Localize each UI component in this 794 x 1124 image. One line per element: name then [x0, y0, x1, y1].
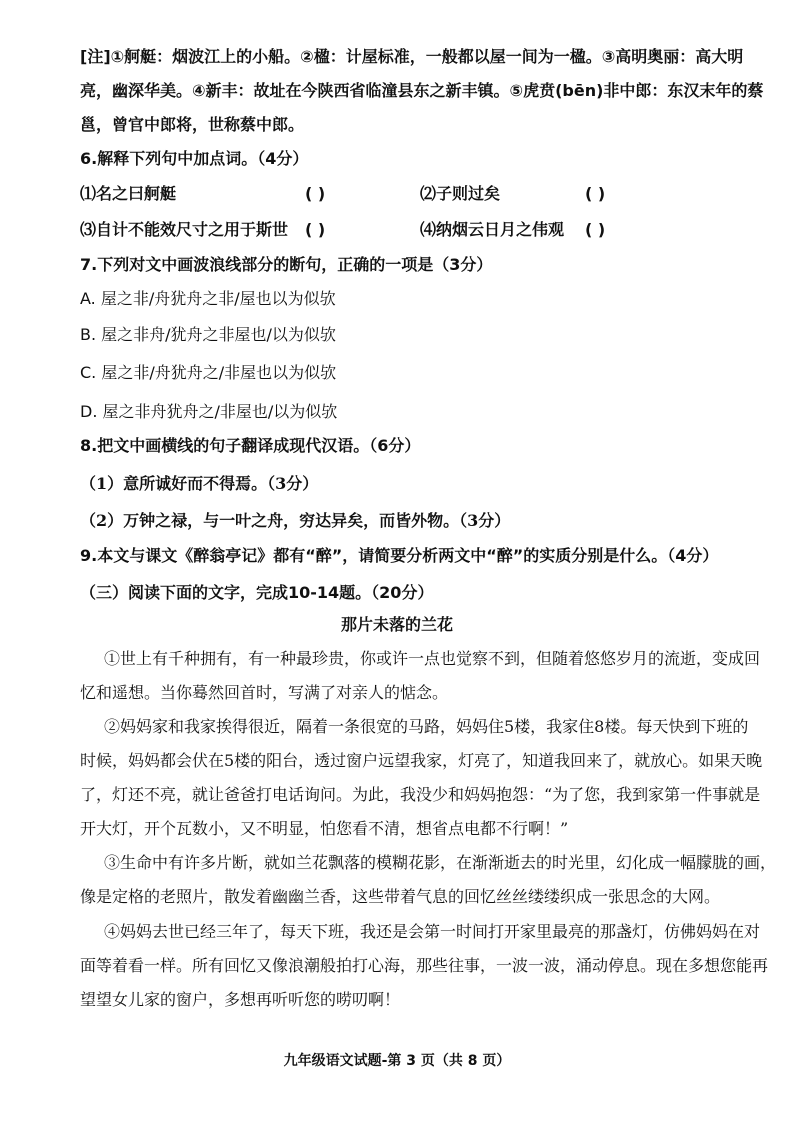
passage-para-4-line-3: 望望女儿家的窗户，多想再听听您的唠叨啊！	[80, 990, 401, 1009]
q6-item-2: ⑵子则过矣	[420, 184, 501, 203]
q8-item-2: （2）万钟之禄，与一叶之舟，穷达异矣，而皆外物。（3分）	[80, 511, 511, 530]
q7-stem: 7.下列对文中画波浪线部分的断句，正确的一项是（3分）	[80, 255, 493, 274]
q8-stem: 8.把文中画横线的句子翻译成现代汉语。（6分）	[80, 436, 421, 455]
q7-option-d: D. 屋之非舟犹舟之/非屋也/以为似欤	[80, 402, 338, 421]
passage-para-2-line-2: 时候，妈妈都会伏在5楼的阳台，透过窗户远望我家，灯亮了，知道我回来了，就放心。如果天晚	[80, 751, 763, 770]
q6-blank-3[interactable]: ( )	[305, 220, 326, 239]
q6-item-1: ⑴名之曰舸艇	[80, 184, 177, 203]
passage-para-1-line-1: ①世上有千种拥有，有一种最珍贵，你或许一点也觉察不到，但随着悠悠岁月的流逝，变成回	[104, 649, 761, 668]
q7-option-a: A. 屋之非/舟犹舟之非/屋也以为似欤	[80, 289, 336, 308]
passage-para-3-line-1: ③生命中有许多片断，就如兰花飘落的模糊花影，在渐渐逝去的时光里，幻化成一幅朦胧的画，	[104, 853, 777, 872]
passage-para-3-line-2: 像是定格的老照片，散发着幽幽兰香，这些带着气息的回忆丝丝缕缕织成一张思念的大网。	[80, 887, 721, 906]
q7-option-b: B. 屋之非舟/犹舟之非屋也/以为似欤	[80, 325, 336, 344]
note-line-2: 亮，幽深华美。④新丰：故址在今陕西省临潼县东之新丰镇。⑤虎贲(bēn)非中郎：东汉末年的蔡	[80, 81, 764, 100]
q6-item-4: ⑷纳烟云日月之伟观	[420, 220, 565, 239]
q7-option-c: C. 屋之非/舟犹舟之/非屋也以为似欤	[80, 363, 337, 382]
q6-blank-4[interactable]: ( )	[585, 220, 606, 239]
passage-title: 那片未落的兰花	[340, 615, 453, 634]
q9-stem: 9.本文与课文《醉翁亭记》都有“醉”，请简要分析两文中“醉”的实质分别是什么。（4分）	[80, 546, 719, 565]
q6-item-3: ⑶自计不能效尺寸之用于斯世	[80, 220, 289, 239]
q6-stem: 6.解释下列句中加点词。（4分）	[80, 149, 309, 168]
note-line-1: [注]①舸艇：烟波江上的小船。②楹：计屋标准，一般都以屋一间为一楹。③高明奥丽：高大明	[80, 47, 744, 66]
page-footer: 九年级语文试题-第 3 页（共 8 页）	[283, 1053, 511, 1069]
passage-para-2-line-1: ②妈妈家和我家挨得很近，隔着一条很宽的马路，妈妈住5楼，我家住8楼。每天快到下班的	[104, 717, 749, 736]
passage-para-2-line-4: 开大灯，开个瓦数小，又不明显，怕您看不清，想省点电都不行啊！”	[80, 819, 569, 838]
q8-item-1: （1）意所诚好而不得焉。（3分）	[80, 474, 319, 493]
passage-para-4-line-2: 面等着看一样。所有回忆又像浪潮般拍打心海，那些往事，一波一波，涌动停息。现在多想您能再	[80, 956, 769, 975]
note-line-3: 邕，曾官中郎将，世称蔡中郎。	[80, 115, 305, 134]
passage-para-1-line-2: 忆和遥想。当你蓦然回首时，写满了对亲人的惦念。	[80, 683, 449, 702]
passage-para-2-line-3: 了，灯还不亮，就让爸爸打电话询问。为此，我没少和妈妈抱怨：“为了您，我到家第一件事就是	[80, 785, 761, 804]
q6-blank-1[interactable]: ( )	[305, 184, 326, 203]
q6-blank-2[interactable]: ( )	[585, 184, 606, 203]
passage-para-4-line-1: ④妈妈去世已经三年了，每天下班，我还是会第一时间打开家里最亮的那盏灯，仿佛妈妈在对	[104, 922, 761, 941]
section3-heading: （三）阅读下面的文字，完成10-14题。（20分）	[80, 583, 434, 602]
